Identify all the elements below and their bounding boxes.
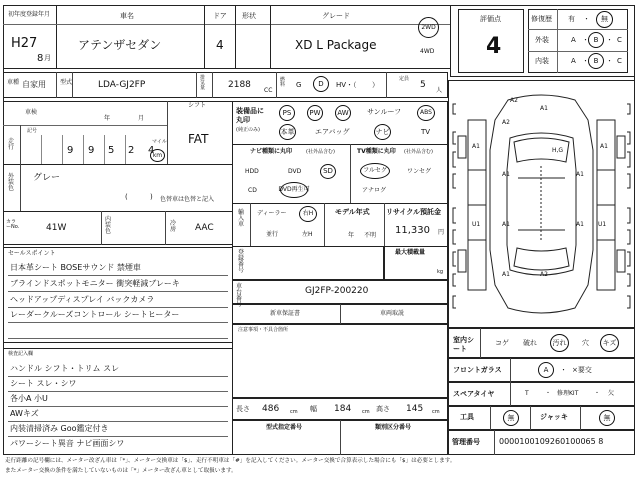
import-label: 輸入車 xyxy=(238,209,245,228)
sales-line-1: 日本革シート BOSEサウンド 禁煙車 xyxy=(10,263,141,272)
color-value: グレー xyxy=(33,173,61,183)
diagram-mark: A2 xyxy=(540,271,548,278)
diagram-bracket xyxy=(453,104,456,114)
height-value: 145 xyxy=(406,404,424,414)
diagram-bracket xyxy=(453,152,456,167)
interior-a: A xyxy=(571,57,576,65)
width-unit: cm xyxy=(362,409,370,415)
diagram-bracket xyxy=(627,174,630,188)
exterior-dot1: ・ xyxy=(582,36,589,44)
model-label: 型式 xyxy=(60,79,73,86)
navi-hdd: HDD xyxy=(245,168,259,175)
inspection-divider xyxy=(3,125,167,126)
color-vdiv xyxy=(20,164,21,212)
inspector-label: 検査記入欄 xyxy=(8,351,34,357)
color-paren-close: ) xyxy=(150,193,153,201)
first-reg-divider xyxy=(3,24,57,25)
diagram-mark: U1 xyxy=(472,221,481,228)
model-year-label: モデル年式 xyxy=(335,208,370,216)
equip-pw-circled: PW xyxy=(307,105,323,121)
digit-sep xyxy=(83,135,84,165)
chassis-label: 車台番号 xyxy=(236,283,243,308)
condition-vdivider xyxy=(557,9,558,73)
diagram-bracket xyxy=(453,132,456,144)
max-load-cell xyxy=(384,246,448,280)
condition-divider-2 xyxy=(528,51,628,52)
navi-dvdplay-circled: DVD再生可 xyxy=(280,182,308,198)
exterior-c: C xyxy=(617,36,622,44)
seat-scratch-circled: キズ xyxy=(600,334,619,352)
row2-sep5 xyxy=(276,72,277,98)
diagram-mark: A2 xyxy=(502,119,510,126)
max-load-label: 最大積載量 xyxy=(395,249,426,256)
mileage-digit-4: 2 xyxy=(128,145,135,156)
diagram-mark: A1 xyxy=(502,271,510,278)
type-class-vdiv xyxy=(340,420,341,455)
sales-points-label: セールスポイント xyxy=(8,250,56,257)
tools-vdiv2 xyxy=(530,406,531,430)
tv-sub: (社外品含む) xyxy=(404,149,433,155)
condition-divider-1 xyxy=(528,29,628,30)
diagram-mark: A1 xyxy=(576,171,584,178)
sales-rule xyxy=(8,322,228,323)
import-dealer: ディーラー xyxy=(257,210,287,217)
spare-label: スペアタイヤ xyxy=(453,390,495,398)
shape-label: 形状 xyxy=(242,12,256,20)
inspector-rule xyxy=(8,391,228,392)
width-value: 184 xyxy=(334,404,352,414)
cooler-value: AAC xyxy=(195,223,214,233)
color-no-vdiv1 xyxy=(101,211,102,245)
jack-label: ジャッキ xyxy=(540,413,568,421)
drive-2wd-circled: 2WD xyxy=(418,17,439,38)
navi-tv-vdiv xyxy=(350,144,351,204)
repair-label: 修復歴 xyxy=(531,15,552,23)
first-reg-label: 初年度登録年月 xyxy=(8,11,51,18)
diagram-bracket xyxy=(627,104,630,114)
equip-airbag: エアバッグ xyxy=(315,128,350,136)
equip-tv: TV xyxy=(421,128,431,136)
repair-yes: 有 xyxy=(568,15,575,23)
sales-rule xyxy=(8,338,228,339)
notes-block xyxy=(232,324,448,398)
inspection-month-unit: 月 xyxy=(138,115,145,122)
displacement-unit: CC xyxy=(264,87,273,94)
diagram-bracket xyxy=(453,208,456,223)
tv-title: TV種類に丸印 xyxy=(357,148,396,155)
interior-c: C xyxy=(617,57,622,65)
diagram-bracket xyxy=(627,274,630,286)
row2-sep1 xyxy=(56,72,57,98)
inspector-line-4: AWキズ xyxy=(10,409,39,418)
diagram-mark: A2 xyxy=(510,97,518,104)
digit-sep xyxy=(41,135,42,165)
displacement-label: 排気量 xyxy=(200,75,206,91)
steering-right-circled: 右H xyxy=(299,206,317,222)
score-label: 評価点 xyxy=(480,15,501,23)
equip-ps-circled: PS xyxy=(279,105,295,121)
grade-label: グレード xyxy=(322,12,350,20)
spare-vdiv xyxy=(510,382,511,406)
equip-sunroof: サンルーフ xyxy=(367,108,402,116)
footer-line-2: またメーター交換の条件を満たしていないものは「*」メーター改ざん車として取扱います。 xyxy=(5,468,237,474)
diagram-mark: A1 xyxy=(502,221,510,228)
diagram-bracket xyxy=(627,296,630,308)
grade-value: XD L Package xyxy=(295,38,377,52)
wheel xyxy=(458,250,466,272)
interior-b-circled: B xyxy=(588,53,604,69)
shift-vdiv xyxy=(167,101,168,165)
import-vdiv2 xyxy=(324,203,325,247)
tools-vdiv3 xyxy=(580,406,581,430)
car-rear-window xyxy=(514,248,569,270)
seat-vdiv xyxy=(480,328,481,358)
docs-vdiv xyxy=(340,304,341,324)
fuel-g: G xyxy=(296,81,302,89)
spare-dot2: ・ xyxy=(594,390,601,397)
tv-analog: アナログ xyxy=(362,187,387,194)
diagram-bracket xyxy=(453,174,456,188)
diagram-mark: A1 xyxy=(600,143,608,150)
equip-abs-circled: ABS xyxy=(417,105,435,121)
model-value: LDA-GJ2FP xyxy=(98,80,146,90)
shift-label: シフト xyxy=(188,102,207,109)
digit-sep xyxy=(104,135,105,165)
navi-title: ナビ種類に丸印 xyxy=(250,148,293,155)
footer-line-1: 走行距離の記号欄には、メーター改ざん車は「*」、メーター交換車は「$」、走行不明車は「#」を記入してください。メーター交換で合算表示した場合にも「$」は必要とします。 xyxy=(5,458,456,464)
chassis-value: GJ2FP-200220 xyxy=(305,286,369,296)
inspection-year-unit: 年 xyxy=(104,115,111,122)
spare-dot1: ・ xyxy=(545,390,552,397)
mgmt-vdiv xyxy=(494,430,495,455)
tools-value-circled: 無 xyxy=(503,410,519,426)
color-no-label: カラーNo. xyxy=(6,219,20,230)
management-value: 0000100109260100065 8 xyxy=(499,437,604,446)
inspector-line-3: 各小A 小U xyxy=(10,394,48,403)
diagram-bracket xyxy=(453,296,456,308)
length-unit: cm xyxy=(290,409,298,415)
inspector-line-2: シート スレ・シワ xyxy=(10,379,77,388)
class-label: 類別区分番号 xyxy=(375,424,412,431)
capacity-unit: 人 xyxy=(436,87,443,94)
sales-line-4: レーダークルーズコントロール シートヒーター xyxy=(10,310,180,319)
drive-4wd: 4WD xyxy=(420,48,435,55)
exterior-label: 外装 xyxy=(535,36,549,44)
interior-seat-label: 室内シート xyxy=(453,336,474,354)
navi-dvd: DVD xyxy=(288,168,302,175)
seat-dirt-circled: 汚れ xyxy=(550,334,569,352)
fuel-label: 燃料 xyxy=(280,77,286,88)
inspector-rule xyxy=(8,421,228,422)
color-label: 外装色 xyxy=(8,173,15,192)
equip-navi-circled: ナビ xyxy=(374,124,391,140)
use-value: 自家用 xyxy=(22,80,46,89)
inspector-line-6: パワーシート異音 ナビ画面シワ xyxy=(10,439,125,448)
navi-cd: CD xyxy=(248,187,257,194)
equip-leather-circled: 本革 xyxy=(279,124,296,140)
sales-line-2: ブラインドスポットモニター 衝突軽減ブレーキ xyxy=(10,279,180,288)
diagram-bracket xyxy=(627,230,630,244)
spare-missing: 欠 xyxy=(608,390,615,397)
door-value: 4 xyxy=(216,38,224,52)
km-circled: km xyxy=(150,149,165,162)
width-label: 幅 xyxy=(310,405,317,413)
first-reg-month: 8 xyxy=(37,53,44,64)
row2-sep2 xyxy=(72,72,73,98)
diagram-mark: A1 xyxy=(502,171,510,178)
row2-sep4 xyxy=(212,72,213,98)
seat-tear: 破れ xyxy=(523,339,537,347)
sales-rule xyxy=(8,307,228,308)
color-note: 色替車は色替と記入 xyxy=(160,196,215,203)
import-parallel: 並行 xyxy=(266,231,279,238)
front-glass-label: フロントガラス xyxy=(453,366,502,374)
management-label: 管理番号 xyxy=(452,438,480,446)
navi-sub: (社外品含む) xyxy=(306,149,335,155)
record-label: 記号 xyxy=(27,128,38,134)
exterior-a: A xyxy=(571,36,576,44)
inspector-line-1: ハンドル シフト・トリム スレ xyxy=(10,364,120,373)
sales-line-3: ヘッドアップディスプレイ バックカメラ xyxy=(10,295,155,304)
fuel-hv: HV・（ xyxy=(336,81,357,89)
capacity-value: 5 xyxy=(420,80,426,90)
model-year-value: 不明 xyxy=(364,232,377,239)
diagram-mark: A1 xyxy=(576,221,584,228)
mileage-digit-2: 9 xyxy=(88,145,95,156)
door-label: ドア xyxy=(213,12,227,20)
cooler-label: 冷房 xyxy=(170,220,177,233)
interior-color-label: 内装色 xyxy=(105,216,112,235)
exterior-dot2: ・ xyxy=(606,36,613,44)
import-vdiv1 xyxy=(250,203,251,247)
mileage-digit-5: 4 xyxy=(148,145,155,156)
capacity-label: 定員 xyxy=(399,76,410,82)
navi-sd-circled: SD xyxy=(320,164,336,179)
diagram-bracket xyxy=(627,152,630,167)
seat-burn: コゲ xyxy=(495,339,509,347)
row2-sep6 xyxy=(386,72,387,98)
spare-kit: 修理KIT xyxy=(557,390,579,397)
repair-none-circled: 無 xyxy=(596,11,613,28)
color-no-value: 41W xyxy=(46,223,67,233)
color-paren-open: ( xyxy=(125,193,128,201)
car-name-value: アテンザセダン xyxy=(78,38,162,52)
spare-t: T xyxy=(525,390,529,397)
color-no-vdiv2 xyxy=(165,211,166,245)
diagram-bracket xyxy=(627,132,630,144)
car-diagram-svg xyxy=(448,80,635,328)
diagram-bracket xyxy=(627,252,630,266)
tv-fullseg-circled: フルセグ xyxy=(360,163,390,179)
diagram-mark: A1 xyxy=(472,143,480,150)
height-unit: cm xyxy=(432,409,440,415)
tools-label: 工具 xyxy=(460,413,474,421)
steering-left: 左H xyxy=(302,231,313,238)
reg-no-label: 登録番号 xyxy=(238,249,245,274)
row2-sep3 xyxy=(196,72,197,98)
diagram-bracket xyxy=(627,208,630,223)
notes-label: 注意事項・不具合箇所 xyxy=(238,327,289,333)
sales-rule xyxy=(8,275,228,276)
displacement-value: 2188 xyxy=(228,80,251,90)
first-reg-year: H27 xyxy=(11,36,38,51)
interior-dot2: ・ xyxy=(606,57,613,65)
sales-rule xyxy=(8,291,228,292)
repair-dot: ・ xyxy=(583,15,590,23)
interior-label: 内装 xyxy=(535,57,549,65)
first-reg-month-unit: 月 xyxy=(44,54,51,62)
exterior-b-circled: B xyxy=(588,32,604,48)
mileage-digit-1: 9 xyxy=(67,145,74,156)
inspector-rule xyxy=(8,406,228,407)
diagram-bracket xyxy=(453,252,456,266)
inspection-label: 車検 xyxy=(25,109,38,116)
mileage-label: 走行 xyxy=(8,138,15,151)
diagram-mark: A1 xyxy=(540,105,548,112)
recycle-unit: 円 xyxy=(438,229,445,236)
registration-block xyxy=(232,246,384,280)
inspector-rule xyxy=(8,376,228,377)
glass-dot: ・ xyxy=(560,366,567,374)
digit-sep xyxy=(62,135,63,165)
diagram-bracket xyxy=(453,230,456,244)
height-label: 高さ xyxy=(376,405,390,413)
inspector-line-5: 内装清掃済み Goo鑑定付き xyxy=(10,424,109,433)
wheel xyxy=(617,250,625,272)
fuel-close: ） xyxy=(372,81,379,89)
glass-vdiv xyxy=(510,358,511,382)
jack-value-circled: 無 xyxy=(599,410,615,426)
tv-oneseg: ワンセグ xyxy=(407,168,432,175)
warranty-label: 新車保証書 xyxy=(270,310,301,317)
car-name-label: 車名 xyxy=(120,12,134,20)
equip-aw-circled: AW xyxy=(335,105,351,121)
mile-label: マイル xyxy=(152,139,167,145)
manual-label: 車両取説 xyxy=(380,310,405,317)
recycle-label: リサイクル預託金 xyxy=(386,208,442,216)
equipment-subtitle: (純正のみ) xyxy=(236,127,260,133)
shift-value: FAT xyxy=(188,132,209,146)
wheel xyxy=(458,136,466,158)
model-year-unit: 年 xyxy=(348,232,355,239)
vehicle-type-label: 車種 xyxy=(7,79,20,86)
diagram-bracket xyxy=(453,274,456,286)
glass-a-circled: A xyxy=(538,362,554,378)
diagram-mark: H,G xyxy=(552,147,564,154)
type-label: 型式指定番号 xyxy=(266,424,303,431)
length-value: 486 xyxy=(262,404,280,414)
digit-sep xyxy=(125,135,126,165)
equipment-title: 装備品に丸印 xyxy=(236,107,264,125)
tools-vdiv1 xyxy=(490,406,491,430)
mileage-digit-3: 5 xyxy=(108,145,115,156)
glass-replace: ×要交 xyxy=(572,366,592,374)
max-load-unit: kg xyxy=(437,269,444,275)
score-value: 4 xyxy=(486,34,502,59)
interior-dot1: ・ xyxy=(582,57,589,65)
fuel-d-circled: D xyxy=(313,76,329,92)
diagram-mark: U1 xyxy=(598,221,607,228)
inspector-rule xyxy=(8,436,228,437)
color-block xyxy=(3,164,233,212)
recycle-value: 11,330 xyxy=(395,225,430,236)
wheel xyxy=(617,136,625,158)
length-label: 長さ xyxy=(236,405,250,413)
seat-hole: 穴 xyxy=(582,339,589,347)
